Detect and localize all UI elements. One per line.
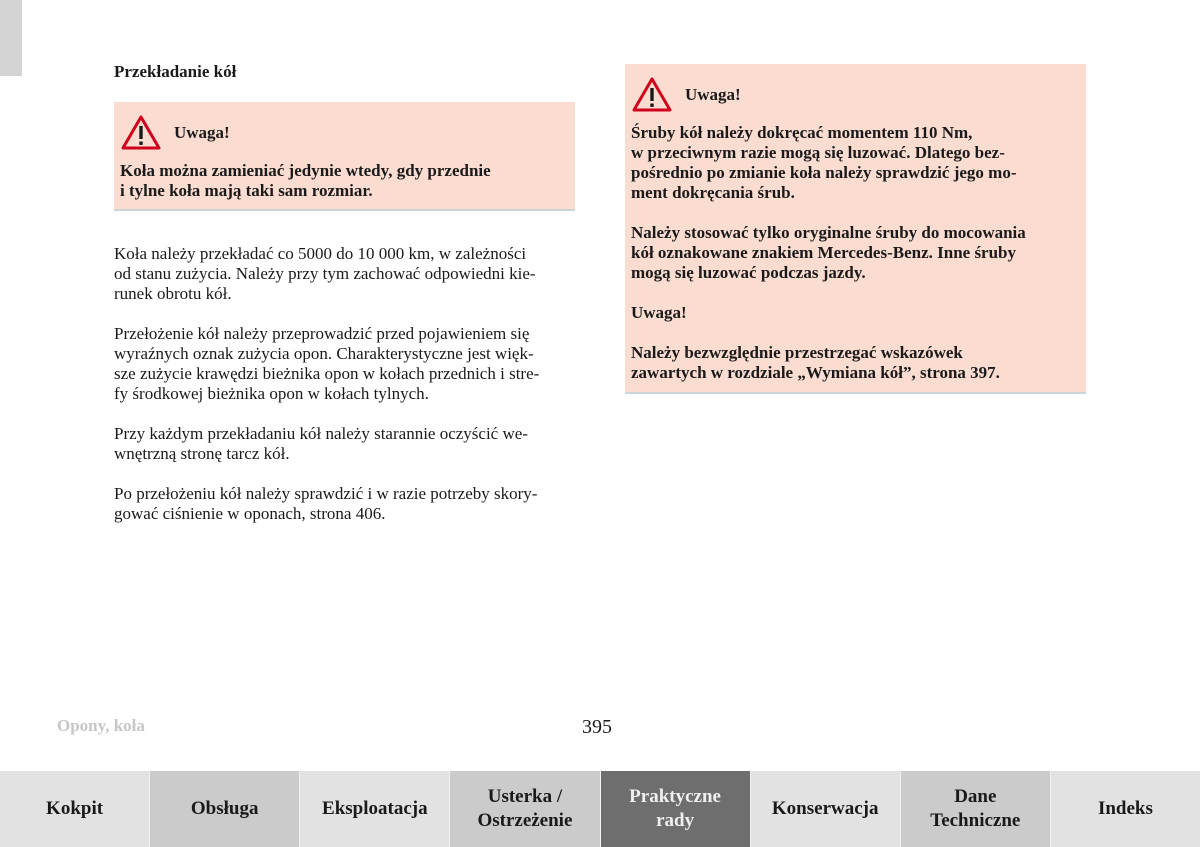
warning-label: Uwaga! — [685, 84, 741, 104]
footer-section-name: Opony, koła — [57, 716, 145, 735]
nav-tab-obsluga[interactable]: Obsługa — [149, 771, 299, 847]
left-column — [114, 62, 575, 524]
warning-text-reference: Należy bezwzględnie przestrzegać wskazówek zawartych w rozdziale „Wymiana kół”, strona 397. — [631, 343, 1000, 382]
warning-header — [120, 114, 569, 151]
warning-text-original-bolts: Należy stosować tylko oryginalne śruby do mocowania kół oznakowane znakiem Mercedes-Benz. Inne śruby mogą się luzować podczas jazdy. — [631, 223, 1026, 282]
warning-triangle-icon — [120, 114, 162, 151]
warning-text-torque: Śruby kół należy dokręcać momentem 110 Nm, w przeciwnym razie mogą się luzować. Dlatego bez- pośrednio po zmianie koła należy sprawdzić jego mo- ment dokręcania śrub. — [631, 123, 1017, 202]
warning-triangle-icon — [631, 76, 673, 113]
nav-tab-indeks[interactable]: Indeks — [1050, 771, 1200, 847]
warning-box-bolts — [625, 64, 1086, 394]
paragraph-rotation-interval: Koła należy przekładać co 5000 do 10 000 km, w zależności od stanu zużycia. Należy przy tym zachować odpowiedni kie- runek obrotu kół. — [114, 244, 536, 303]
paragraph-tire-pressure: Po przełożeniu kół należy sprawdzić i w razie potrzeby skory- gować ciśnienie w oponach, strona 406. — [114, 484, 538, 523]
nav-tab-praktyczne-rady[interactable]: Praktyczne rady — [600, 771, 750, 847]
nav-tab-kokpit[interactable]: Kokpit — [0, 771, 149, 847]
warning-text: Koła można zamieniać jedynie wtedy, gdy przednie i tylne koła mają taki sam rozmiar. — [120, 161, 491, 200]
warning-label: Uwaga! — [174, 122, 230, 142]
section-title: Przekładanie kół — [114, 62, 237, 81]
chapter-nav-bar — [0, 771, 1200, 847]
warning-header — [631, 76, 1080, 113]
page-number: 395 — [582, 716, 612, 738]
nav-tab-konserwacja[interactable]: Konserwacja — [750, 771, 900, 847]
page-corner-marker — [0, 0, 22, 76]
warning-box-rotation — [114, 102, 575, 211]
paragraph-wear-signs: Przełożenie kół należy przeprowadzić przed pojawieniem się wyraźnych oznak zużycia opon. Charakterystyczne jest więk- sze zużycie krawędzi bieżnika opon w kołach przednich i stre- fy środkowej bieżnika opon w kołach tylnych. — [114, 324, 540, 403]
nav-tab-dane-techniczne[interactable]: Dane Techniczne — [900, 771, 1050, 847]
paragraph-cleaning: Przy każdym przekładaniu kół należy starannie oczyścić we- wnętrzną stronę tarcz kół. — [114, 424, 528, 463]
nav-tab-eksploatacja[interactable]: Eksploatacja — [299, 771, 449, 847]
warning-text-note: Uwaga! — [631, 303, 687, 322]
nav-tab-usterka[interactable]: Usterka / Ostrzeżenie — [449, 771, 599, 847]
